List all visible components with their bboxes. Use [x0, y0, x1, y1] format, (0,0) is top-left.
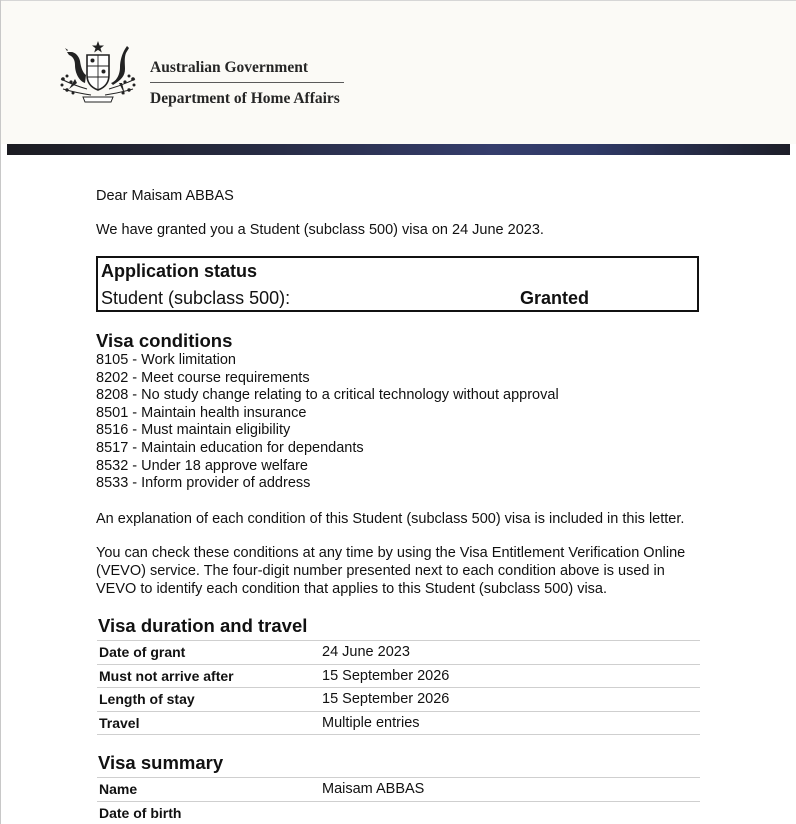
vevo-line: You can check these conditions at any time by using the Visa Entitlement Verification Online — [96, 545, 686, 561]
application-status-title: Application status — [101, 261, 258, 281]
visa-conditions-list — [96, 352, 559, 493]
condition-item: 8516 - Must maintain eligibility — [96, 422, 291, 439]
row-label: Travel — [99, 714, 140, 731]
row-value: Maisam ABBAS — [322, 781, 425, 797]
visa-summary-heading: Visa summary — [98, 752, 224, 773]
row-label: Length of stay — [99, 691, 195, 708]
visa-conditions-heading: Visa conditions — [96, 330, 233, 351]
vevo-line: VEVO to identify each condition that applies to this Student (subclass 500) visa. — [96, 580, 608, 597]
application-status-box — [96, 256, 699, 312]
application-status-visa: Student (subclass 500): — [101, 288, 291, 308]
department-name: Department of Home Affairs — [150, 90, 340, 107]
coat-of-arms-icon — [53, 39, 143, 109]
condition-item: 8202 - Meet course requirements — [96, 369, 310, 386]
letterhead-divider — [150, 82, 344, 83]
row-label: Must not arrive after — [99, 667, 234, 684]
row-label: Date of birth — [99, 804, 182, 821]
row-value: 15 September 2026 — [322, 691, 450, 708]
table-row — [97, 687, 700, 711]
condition-item: 8533 - Inform provider of address — [96, 475, 311, 492]
row-label: Date of grant — [99, 644, 186, 660]
table-row — [97, 777, 700, 801]
vevo-line: (VEVO) service. The four-digit number presented next to each condition above is used in — [96, 562, 665, 579]
table-row — [97, 664, 700, 688]
row-value: 24 June 2023 — [322, 644, 410, 660]
condition-item: 8208 - No study change relating to a critical technology without approval — [96, 387, 559, 404]
government-name: Australian Government — [150, 59, 309, 76]
table-row — [97, 711, 700, 736]
table-row — [97, 640, 700, 664]
condition-item: 8105 - Work limitation — [96, 352, 236, 368]
row-value: 15 September 2026 — [322, 667, 450, 684]
vevo-paragraph — [96, 545, 685, 598]
application-status-value: Granted — [520, 288, 590, 308]
condition-item: 8532 - Under 18 approve welfare — [96, 457, 308, 474]
row-label: Name — [99, 781, 138, 797]
grant-sentence: We have granted you a Student (subclass 500) visa on 24 June 2023. — [96, 222, 544, 238]
visa-duration-table — [97, 640, 700, 735]
condition-item: 8501 - Maintain health insurance — [96, 404, 307, 421]
letterhead-banner-bar — [7, 144, 790, 155]
condition-item: 8517 - Maintain education for dependants — [96, 439, 364, 456]
table-row — [97, 801, 700, 824]
salutation: Dear Maisam ABBAS — [96, 188, 234, 204]
conditions-explanation: An explanation of each condition of this Student (subclass 500) visa is included in this letter. — [96, 511, 685, 527]
visa-duration-heading: Visa duration and travel — [98, 615, 308, 636]
letterhead — [1, 1, 796, 144]
row-value: Multiple entries — [322, 714, 420, 731]
visa-summary-table — [97, 777, 700, 824]
